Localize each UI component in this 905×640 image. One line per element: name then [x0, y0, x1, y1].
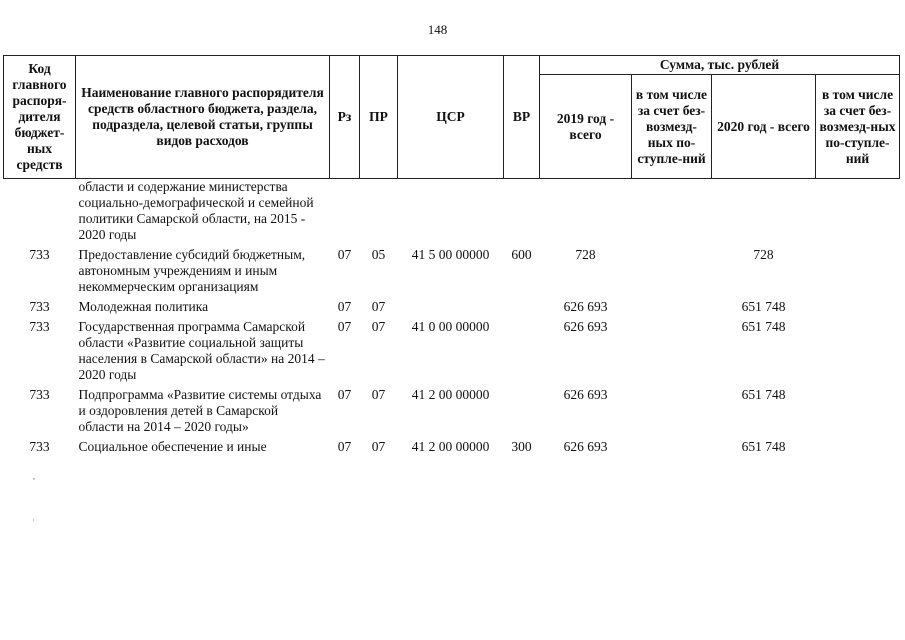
row-vr	[504, 179, 540, 244]
row-rz: 07	[337, 387, 352, 402]
row-rz	[330, 179, 360, 244]
row-2020-free	[816, 319, 900, 383]
row-pr: 07	[371, 299, 386, 314]
row-csr: 41 2 00 00000	[411, 439, 490, 454]
row-csr	[398, 179, 504, 244]
row-2020-total: 651 748	[741, 387, 786, 402]
header-2019-total: 2019 год - всего	[540, 75, 632, 179]
header-2019-free: в том числе за счет без-возмезд-ных по-ступле-ний	[632, 75, 712, 179]
row-2019-total: 728	[575, 247, 596, 262]
row-csr	[398, 299, 504, 315]
row-code: 733	[29, 439, 50, 454]
row-name: Подпрограмма «Развитие системы отдыха и оздоровления детей в Самарской области на 2014 – 2020 годы»	[78, 387, 322, 434]
row-rz: 07	[337, 247, 352, 262]
row-2019-free	[632, 179, 712, 244]
row-pr: 07	[371, 319, 386, 334]
row-2020-total: 728	[753, 247, 774, 262]
table-row	[4, 179, 900, 244]
header-name: Наименование главного распорядителя средств областного бюджета, раздела, подраздела, целевой статьи, группы видов расходов	[76, 56, 330, 179]
row-2019-total: 626 693	[563, 439, 608, 454]
header-sum-group: Сумма, тыс. рублей	[540, 56, 900, 75]
row-rz: 07	[337, 299, 352, 314]
table-row	[4, 319, 900, 383]
header-code: Код главного распоря-дителя бюджет-ных средств	[4, 56, 76, 179]
header-2020-free: в том числе за счет без-возмезд-ных по-ступле-ний	[816, 75, 900, 179]
row-2019-total: 626 693	[563, 387, 608, 402]
scan-mark: ,	[33, 472, 35, 481]
header-pr: ПР	[360, 56, 398, 179]
row-2020-free	[816, 439, 900, 455]
row-2019-free	[632, 299, 712, 315]
header-2020-total: 2020 год - всего	[712, 75, 816, 179]
row-pr: 07	[371, 439, 386, 454]
scan-dot: ·	[32, 516, 35, 525]
table-row	[4, 247, 900, 295]
row-2019-total: 626 693	[563, 299, 608, 314]
row-2019-free	[632, 387, 712, 435]
row-vr: 300	[511, 439, 532, 454]
row-name: Социальное обеспечение и иные	[78, 439, 267, 454]
row-csr: 41 0 00 00000	[411, 319, 490, 334]
row-name: Государственная программа Самарской области «Развитие социальной защиты населения в Самарской области» на 2014 – 2020 годы	[78, 319, 325, 382]
table-row	[4, 439, 900, 455]
row-2020-free	[816, 299, 900, 315]
row-csr: 41 5 00 00000	[411, 247, 490, 262]
row-rz: 07	[337, 319, 352, 334]
row-2020-free	[816, 387, 900, 435]
row-code	[4, 179, 76, 244]
row-2019-free	[632, 439, 712, 455]
row-2019-free	[632, 247, 712, 295]
row-2019-free	[632, 319, 712, 383]
row-vr	[504, 299, 540, 315]
row-rz: 07	[337, 439, 352, 454]
page-number: 148	[427, 22, 448, 37]
row-csr: 41 2 00 00000	[411, 387, 490, 402]
row-code: 733	[29, 299, 50, 314]
row-vr	[504, 319, 540, 383]
row-name: Молодежная политика	[78, 299, 209, 314]
row-2020-total: 651 748	[741, 439, 786, 454]
row-name: области и содержание министерства социально-демографической и семейной политики Самарской области, на 2015 - 2020 годы	[78, 179, 314, 242]
row-2019-total: 626 693	[563, 319, 608, 334]
row-2020-total: 651 748	[741, 319, 786, 334]
header-rz: Рз	[330, 56, 360, 179]
row-pr: 07	[371, 387, 386, 402]
header-csr: ЦСР	[398, 56, 504, 179]
budget-table	[3, 55, 900, 455]
row-pr	[360, 179, 398, 244]
table-row	[4, 299, 900, 315]
row-2019-total	[540, 179, 632, 244]
row-vr	[504, 387, 540, 435]
table-row	[4, 387, 900, 435]
row-vr: 600	[511, 247, 532, 262]
row-code: 733	[29, 247, 50, 262]
row-name: Предоставление субсидий бюджетным, автономным учреждениям и иным некоммерческим организациям	[78, 247, 306, 294]
row-pr: 05	[371, 247, 386, 262]
row-2020-total	[712, 179, 816, 244]
header-vr: ВР	[504, 56, 540, 179]
row-2020-total: 651 748	[741, 299, 786, 314]
row-code: 733	[29, 387, 50, 402]
row-2020-free	[816, 247, 900, 295]
row-2020-free	[816, 179, 900, 244]
row-code: 733	[29, 319, 50, 334]
